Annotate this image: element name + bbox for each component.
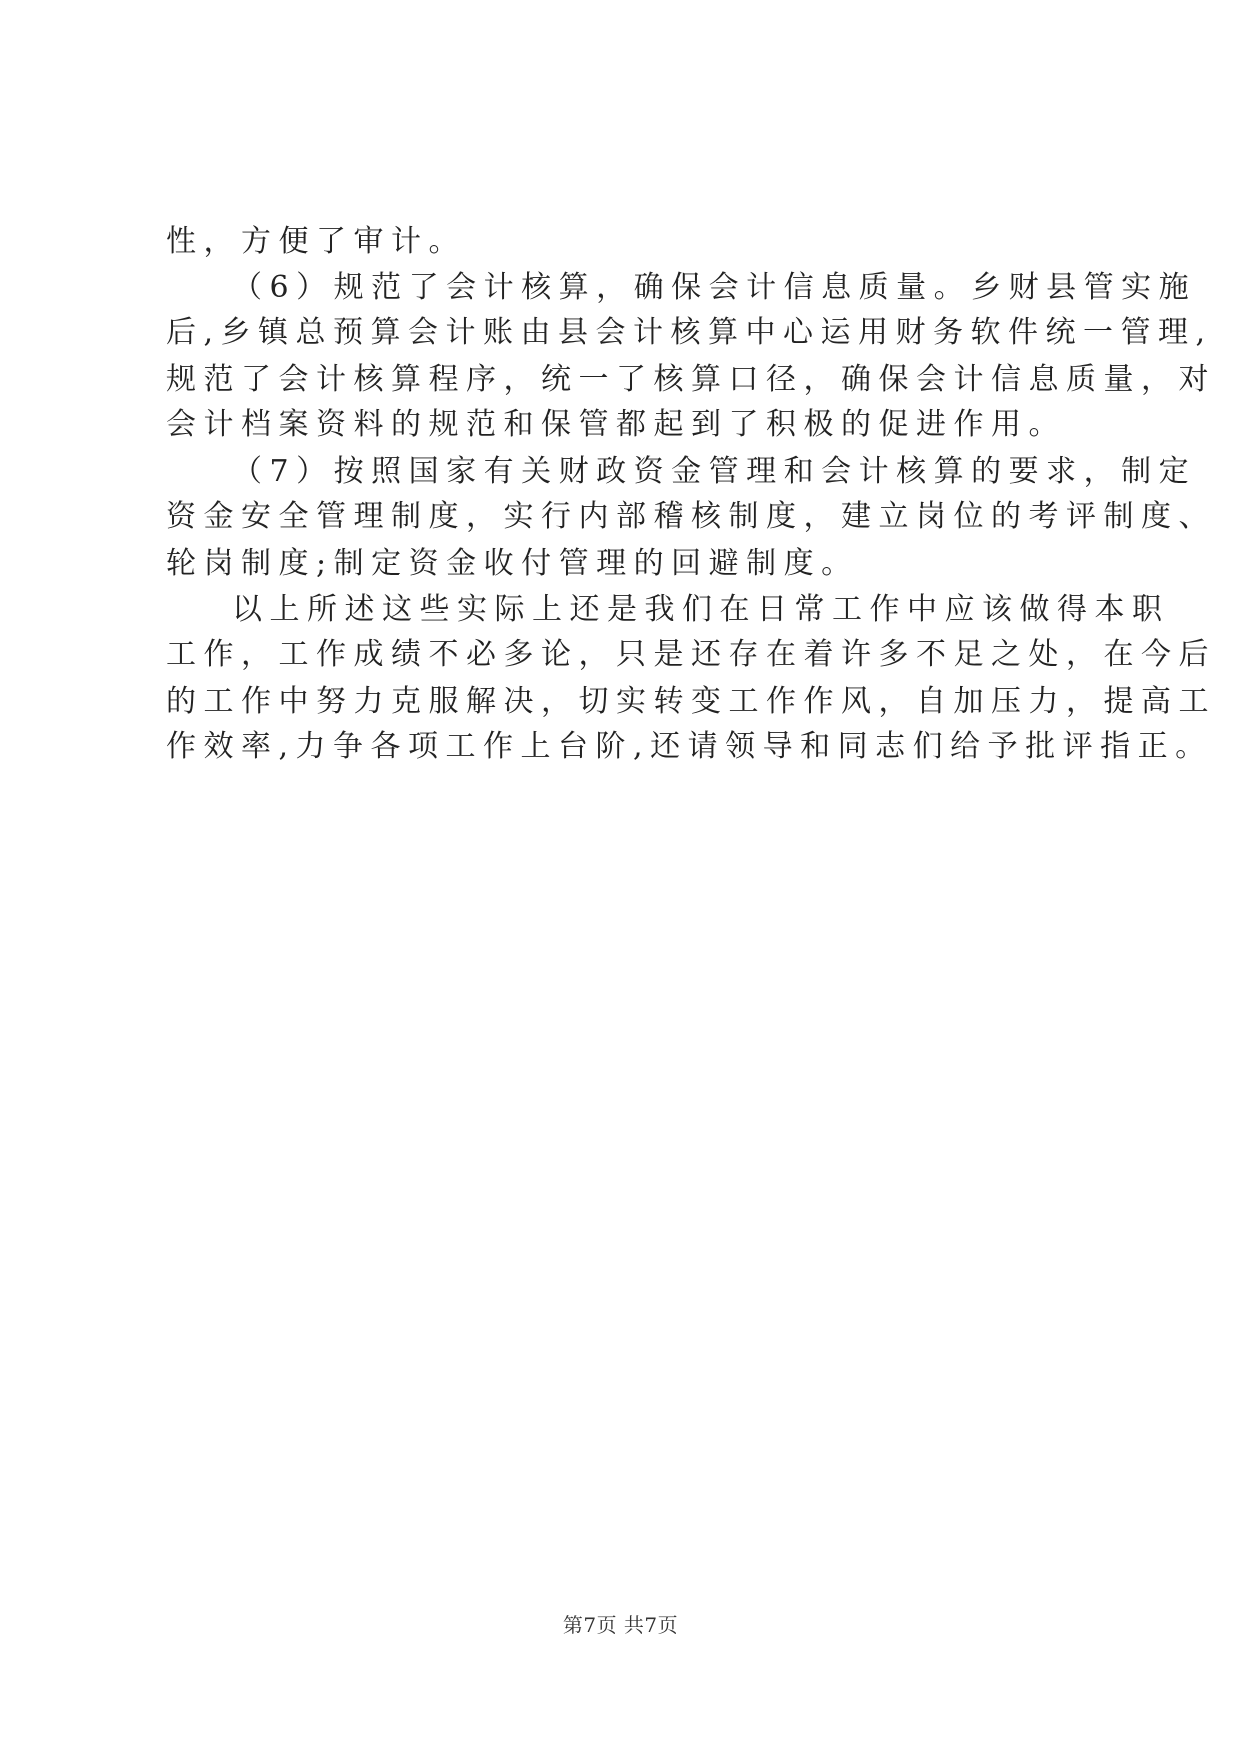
paragraph-line: 性，方便了审计。 xyxy=(166,224,466,259)
paragraph-line: 资金安全管理制度，实行内部稽核制度，建立岗位的考评制度、 xyxy=(166,499,1216,534)
paragraph-line: 规范了会计核算程序，统一了核算口径，确保会计信息质量，对 xyxy=(166,362,1216,397)
paragraph-line: 会计档案资料的规范和保管都起到了积极的促进作用。 xyxy=(166,407,1066,442)
paragraph-line: （7）按照国家有关财政资金管理和会计核算的要求，制定 xyxy=(232,454,1197,489)
paragraph-line: 的工作中努力克服解决，切实转变工作作风，自加压力，提高工 xyxy=(166,684,1216,719)
paragraph-line: 后,乡镇总预算会计账由县会计核算中心运用财务软件统一管理, xyxy=(166,315,1213,350)
page-footer: 第7页 共7页 xyxy=(562,1613,679,1637)
paragraph-line: 作效率,力争各项工作上台阶,还请领导和同志们给予批评指正。 xyxy=(166,729,1213,764)
paragraph-line: （6）规范了会计核算，确保会计信息质量。乡财县管实施 xyxy=(232,270,1197,305)
paragraph-line: 以上所述这些实际上还是我们在日常工作中应该做得本职 xyxy=(232,592,1170,627)
paragraph-line: 轮岗制度;制定资金收付管理的回避制度。 xyxy=(166,546,859,581)
paragraph-line: 工作，工作成绩不必多论，只是还存在着许多不足之处，在今后 xyxy=(166,637,1216,672)
